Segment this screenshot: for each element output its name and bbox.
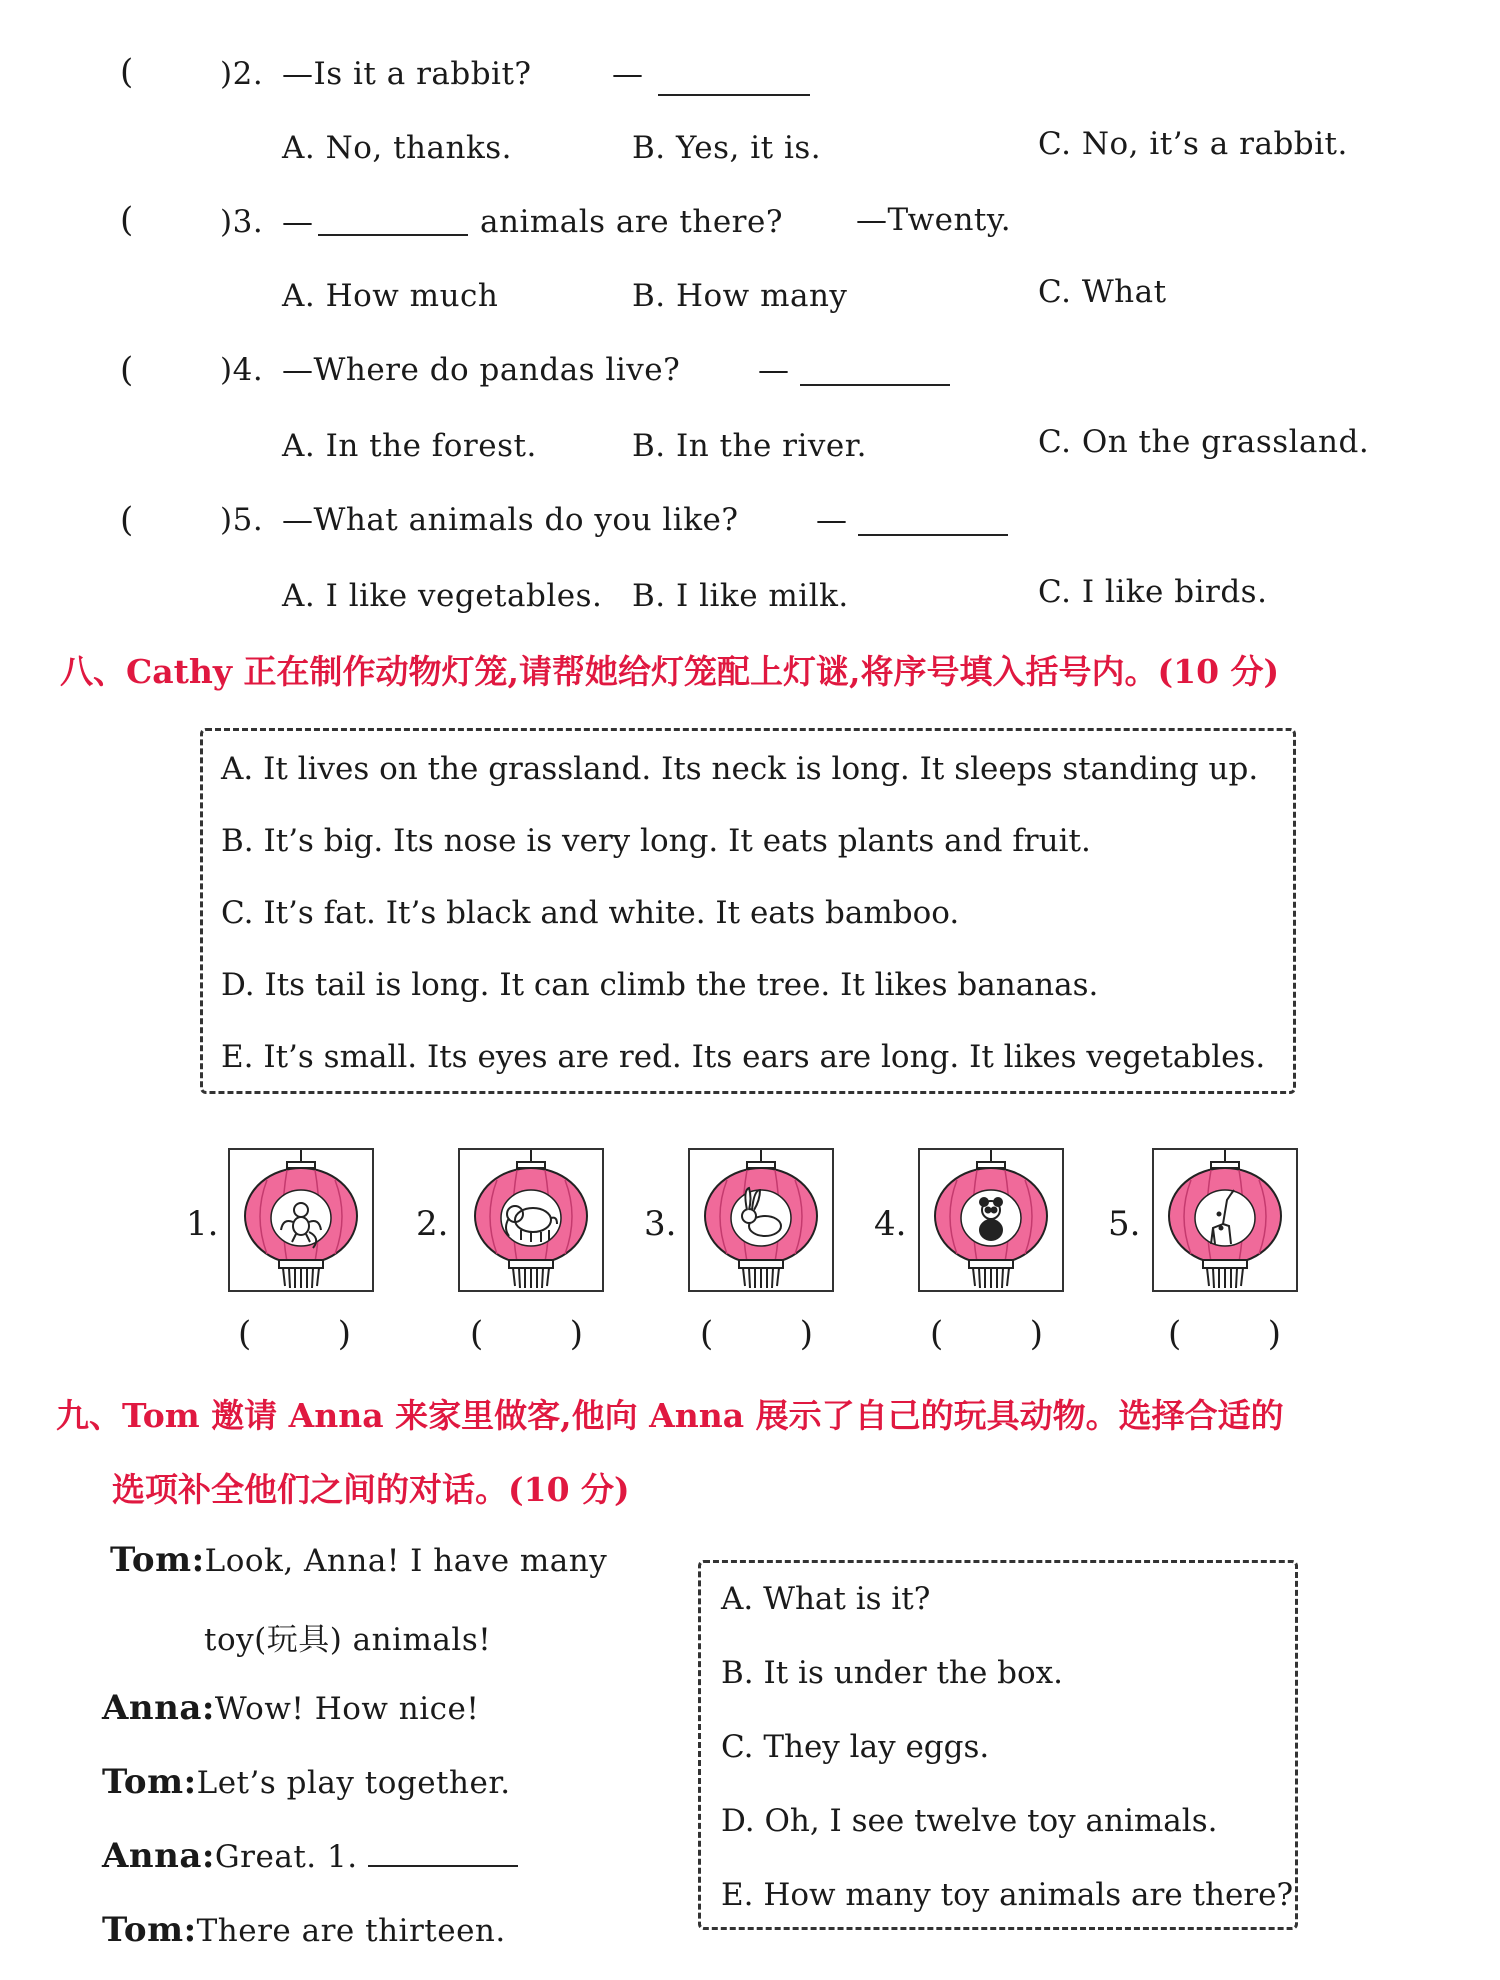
lantern-answer-parens[interactable]: ( ) — [470, 1314, 583, 1354]
lantern-answer-parens[interactable]: ( ) — [700, 1314, 813, 1354]
lantern-panda — [918, 1148, 1064, 1292]
option-c[interactable]: C. They lay eggs. — [721, 1729, 990, 1765]
dialogue-line: Tom:Look, Anna! I have many — [110, 1540, 608, 1580]
option-b[interactable]: B. I like milk. — [632, 578, 849, 614]
riddle-a: A. It lives on the grassland. Its neck is long. It sleeps standing up. — [221, 751, 1259, 787]
section-9-title: 九、Tom 邀请 Anna 来家里做客,他向 Anna 展示了自己的玩具动物。选择合适的 — [56, 1396, 1284, 1435]
answer-paren-open: ( — [120, 52, 134, 92]
question-reply: —Twenty. — [856, 202, 1012, 238]
option-c[interactable]: C. What — [1038, 274, 1167, 310]
lantern-number: 1. — [186, 1204, 219, 1244]
question-stem: —Where do pandas live? — [282, 352, 681, 388]
question-number: )3. — [220, 204, 264, 240]
dialogue-line-cont: toy(玩具) animals! — [204, 1622, 492, 1658]
dialogue-text: Great. 1. — [214, 1839, 358, 1875]
riddle-box — [200, 728, 1296, 1094]
lantern-number: 3. — [644, 1204, 677, 1244]
speaker-name: Tom — [110, 1540, 192, 1580]
lantern-giraffe — [1152, 1148, 1298, 1292]
answer-blank[interactable] — [368, 1839, 518, 1867]
dialogue-text: There are thirteen. — [196, 1913, 506, 1949]
lantern-answer-parens[interactable]: ( ) — [930, 1314, 1043, 1354]
monkey-lantern-icon — [230, 1150, 372, 1290]
option-a[interactable]: A. What is it? — [721, 1581, 931, 1617]
option-c[interactable]: C. I like birds. — [1038, 574, 1268, 610]
dialogue-line: Tom:Let’s play together. — [102, 1762, 511, 1802]
options-box — [698, 1560, 1298, 1930]
answer-paren-open: ( — [120, 500, 134, 540]
option-d[interactable]: D. Oh, I see twelve toy animals. — [721, 1803, 1218, 1839]
lantern-number: 2. — [416, 1204, 449, 1244]
option-b[interactable]: B. Yes, it is. — [632, 130, 822, 166]
rabbit-lantern-icon — [690, 1150, 832, 1290]
dialogue-text: Let’s play together. — [196, 1765, 511, 1801]
option-c[interactable]: C. On the grassland. — [1038, 424, 1370, 460]
speaker-name: Anna — [102, 1688, 202, 1728]
option-e[interactable]: E. How many toy animals are there? — [721, 1877, 1294, 1913]
dialogue-line: Tom:There are thirteen. — [102, 1910, 506, 1950]
speaker-name: Tom — [102, 1910, 184, 1950]
lantern-monkey — [228, 1148, 374, 1292]
answer-dash: — — [612, 56, 644, 92]
section-8-title: 八、Cathy 正在制作动物灯笼,请帮她给灯笼配上灯谜,将序号填入括号内。(10 分) — [60, 652, 1280, 691]
lantern-elephant — [458, 1148, 604, 1292]
option-a[interactable]: A. How much — [282, 278, 499, 314]
option-b[interactable]: B. How many — [632, 278, 848, 314]
riddle-e: E. It’s small. Its eyes are red. Its ears are long. It likes vegetables. — [221, 1039, 1266, 1075]
answer-blank[interactable] — [658, 68, 810, 96]
lantern-answer-parens[interactable]: ( ) — [1168, 1314, 1281, 1354]
riddle-d: D. Its tail is long. It can climb the tree. It likes bananas. — [221, 967, 1099, 1003]
answer-dash: — — [758, 352, 790, 388]
speaker-name: Tom — [102, 1762, 184, 1802]
option-a[interactable]: A. I like vegetables. — [282, 578, 603, 614]
question-number: )2. — [220, 56, 264, 92]
section-9-title-cont: 选项补全他们之间的对话。(10 分) — [112, 1470, 630, 1509]
question-stem: —Is it a rabbit? — [282, 56, 532, 92]
question-number: )4. — [220, 352, 264, 388]
option-a[interactable]: A. In the forest. — [282, 428, 537, 464]
answer-paren-open: ( — [120, 350, 134, 390]
dialogue-text: Wow! How nice! — [214, 1691, 480, 1727]
riddle-c: C. It’s fat. It’s black and white. It eats bamboo. — [221, 895, 960, 931]
speaker-name: Anna — [102, 1836, 202, 1876]
lantern-number: 4. — [874, 1204, 907, 1244]
riddle-b: B. It’s big. Its nose is very long. It eats plants and fruit. — [221, 823, 1091, 859]
option-b[interactable]: B. In the river. — [632, 428, 868, 464]
question-number: )5. — [220, 502, 264, 538]
dialogue-text: Look, Anna! I have many — [204, 1543, 608, 1579]
answer-blank[interactable] — [318, 208, 468, 236]
option-a[interactable]: A. No, thanks. — [282, 130, 513, 166]
lantern-number: 5. — [1108, 1204, 1141, 1244]
answer-paren-open: ( — [120, 200, 134, 240]
option-c[interactable]: C. No, it’s a rabbit. — [1038, 126, 1348, 162]
panda-lantern-icon — [920, 1150, 1062, 1290]
option-b[interactable]: B. It is under the box. — [721, 1655, 1063, 1691]
question-stem: animals are there? — [480, 204, 783, 240]
question-stem-prefix: — — [282, 204, 314, 240]
answer-blank[interactable] — [858, 508, 1008, 536]
answer-dash: — — [816, 502, 848, 538]
answer-blank[interactable] — [800, 358, 950, 386]
dialogue-line: Anna:Great. 1. — [102, 1836, 518, 1876]
dialogue-line: Anna:Wow! How nice! — [102, 1688, 480, 1728]
question-stem: —What animals do you like? — [282, 502, 739, 538]
elephant-lantern-icon — [460, 1150, 602, 1290]
giraffe-lantern-icon — [1154, 1150, 1296, 1290]
lantern-rabbit — [688, 1148, 834, 1292]
lantern-answer-parens[interactable]: ( ) — [238, 1314, 351, 1354]
